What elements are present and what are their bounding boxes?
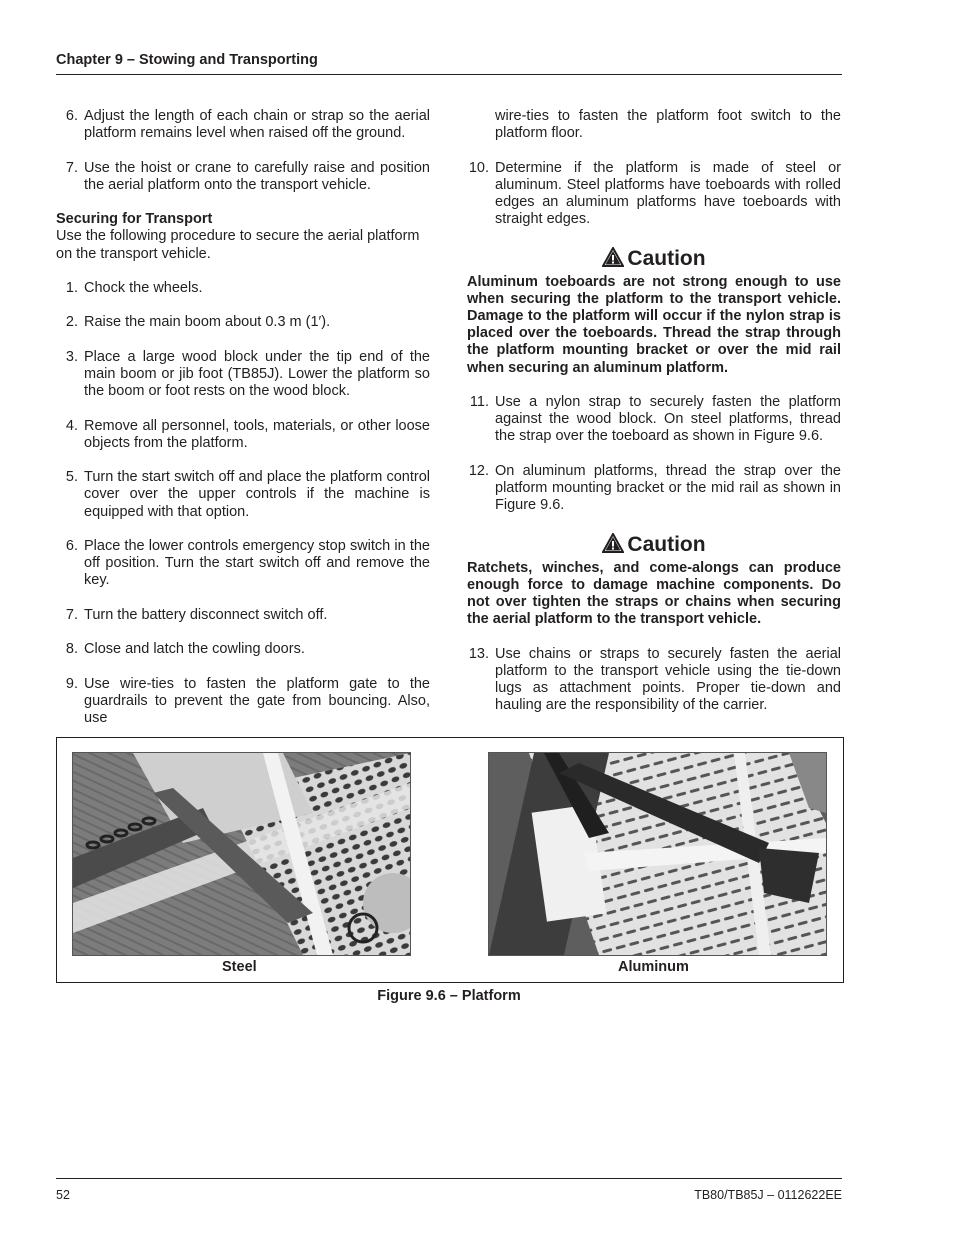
step-number: 12.: [468, 462, 489, 479]
step-2: [56, 314, 430, 331]
step-text: Chock the wheels.: [84, 279, 203, 296]
steel-platform-image: [73, 753, 410, 955]
figure-box: [56, 737, 844, 983]
step-number: 11.: [469, 394, 489, 410]
aluminum-caption: Aluminum: [618, 959, 689, 975]
step-1: [56, 280, 430, 297]
step-text: Raise the main boom about 0.3 m (1′).: [84, 314, 331, 331]
step-number: 1.: [65, 279, 78, 296]
warning-triangle-icon: [602, 533, 624, 553]
step-number: 6.: [65, 108, 78, 124]
page-number: 52: [56, 1188, 70, 1202]
aluminum-platform-photo: [488, 752, 827, 956]
footer-rule: [56, 1178, 842, 1179]
steel-caption: Steel: [222, 959, 257, 975]
step-13: [467, 646, 841, 715]
step-text: Use wire-ties to fasten the platform gate to the guardrails to prevent the gate from bouncing. Also, use: [84, 675, 430, 726]
step-number: 7.: [65, 606, 78, 623]
caution-text-2: Ratchets, winches, and come-alongs can produce enough force to damage machine components. Do not over tighten the straps or chains when securing the aerial platform to the transport vehicle.: [467, 559, 841, 628]
aluminum-platform-image: [489, 753, 826, 955]
caution-title: Caution: [627, 246, 706, 270]
step-10: [467, 160, 841, 229]
step-number: 6.: [65, 537, 78, 554]
step-6: [56, 538, 430, 590]
step-text: Close and latch the cowling doors.: [84, 641, 305, 658]
step-text: Adjust the length of each chain or strap so the aerial platform remains level when raised off the ground.: [84, 108, 430, 142]
step-number: 7.: [65, 159, 78, 176]
caution-heading-2: [467, 532, 841, 558]
step-5: [56, 469, 430, 521]
step-12: [467, 463, 841, 515]
caution-title: Caution: [627, 532, 706, 556]
step-8: [56, 641, 430, 658]
step-text: Use chains or straps to securely fasten the aerial platform to the transport vehicle using the tie-down lugs as attachment points. Proper tie-down and hauling are the responsibility of the carrier.: [495, 645, 841, 714]
step-text: On aluminum platforms, thread the strap over the platform mounting bracket or the mid rail as shown in Figure 9.6.: [495, 462, 841, 514]
step-7a: [56, 160, 430, 194]
left-column: [56, 108, 430, 744]
step-number: 5.: [65, 469, 78, 486]
warning-triangle-icon: [602, 247, 624, 267]
step-text: Turn the battery disconnect switch off.: [84, 606, 328, 623]
step-11: [467, 394, 841, 446]
step-number: 10.: [468, 159, 489, 176]
caution-text-1: Aluminum toeboards are not strong enough to use when securing the platform to the transport vehicle. Damage to the platform will occur if the nylon strap is placed over the toeboards. Thread the strap through the platform mounting bracket or over the mid rail when securing an aluminum platform.: [467, 273, 841, 376]
step-text: Use the hoist or crane to carefully raise and position the aerial platform onto the transport vehicle.: [84, 159, 430, 193]
step-text: Use a nylon strap to securely fasten the platform against the wood block. On steel platforms, thread the strap over the toeboard as shown in Figure 9.6.: [495, 394, 841, 445]
step-number: 3.: [65, 348, 78, 365]
step-4: [56, 418, 430, 452]
step-number: 2.: [65, 314, 78, 331]
step-3: [56, 349, 430, 401]
header-rule: [56, 74, 842, 75]
right-column: [467, 108, 841, 732]
caution-heading-1: [467, 246, 841, 272]
step-number: 8.: [65, 641, 78, 658]
document-id: TB80/TB85J – 0112622EE: [694, 1188, 842, 1202]
step-9: [56, 676, 430, 728]
step-9-continued: [467, 108, 841, 142]
chapter-header: Chapter 9 – Stowing and Transporting: [56, 52, 318, 68]
step-text: wire-ties to fasten the platform foot switch to the platform floor.: [495, 108, 841, 142]
step-7: [56, 607, 430, 624]
step-6a: [56, 108, 430, 142]
step-text: Turn the start switch off and place the platform control cover over the upper controls if the machine is equipped with that option.: [84, 469, 430, 520]
step-text: Remove all personnel, tools, materials, or other loose objects from the platform.: [84, 417, 430, 451]
step-number: 13.: [468, 645, 489, 662]
step-number: 9.: [65, 675, 78, 692]
step-text: Determine if the platform is made of steel or aluminum. Steel platforms have toeboards with rolled edges an aluminum platforms have toeboards with straight edges.: [495, 159, 841, 228]
step-number: 4.: [65, 417, 78, 434]
step-text: Place a large wood block under the tip end of the main boom or jib foot (TB85J). Lower the platform so the boom or foot rests on the wood block.: [84, 348, 430, 400]
step-text: Place the lower controls emergency stop switch in the off position. Turn the start switch off and remove the key.: [84, 537, 430, 589]
section-intro: Use the following procedure to secure the aerial platform on the transport vehicle.: [56, 228, 420, 262]
steel-platform-photo: [72, 752, 411, 956]
figure-caption: Figure 9.6 – Platform: [377, 988, 521, 1004]
section-title: Securing for Transport: [56, 211, 213, 228]
